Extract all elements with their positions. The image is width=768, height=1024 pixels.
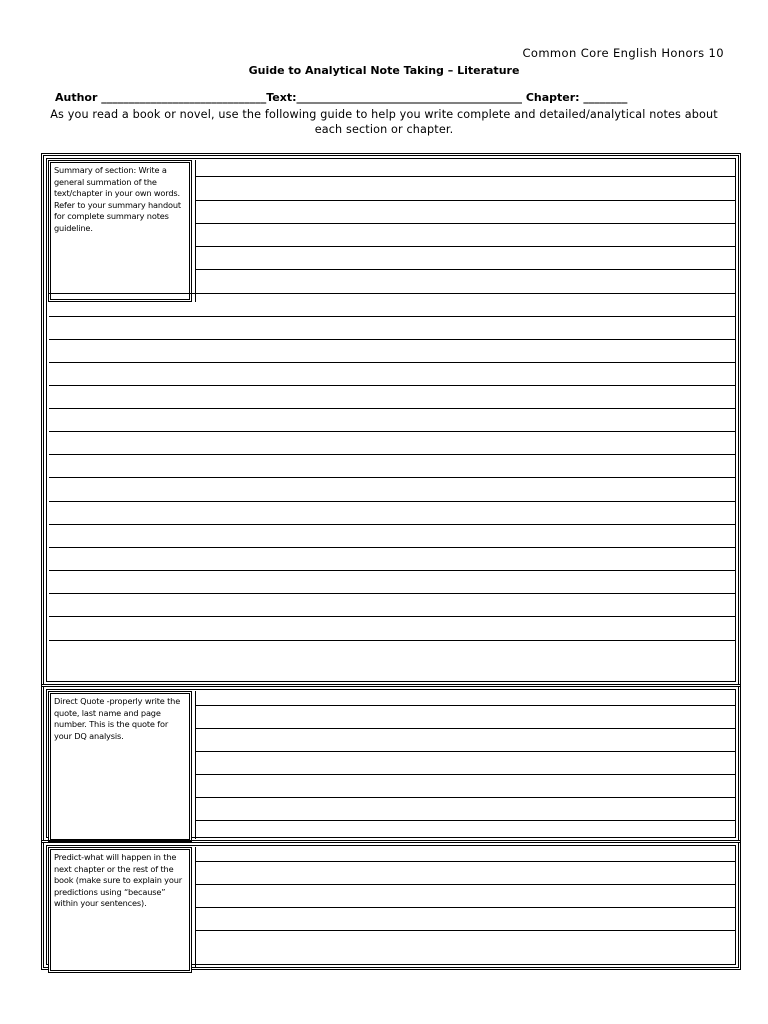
writing-line [49,431,736,432]
column-divider [195,691,196,839]
writing-line [49,616,736,617]
direct-quote-prompt: Direct Quote -properly write the quote, last name and page number. This is the quote for your DQ analysis. [48,691,192,842]
column-divider [195,847,196,967]
writing-line [195,176,736,177]
writing-line [49,339,736,340]
writing-line [195,751,736,752]
summary-prompt: Summary of section: Write a general summation of the text/chapter in your own words. Refer to your summary handout for complete summary notes guideline. [48,160,192,302]
writing-line [49,570,736,571]
writing-line [195,907,736,908]
writing-line [49,640,736,641]
predict-prompt: Predict-what will happen in the next chapter or the rest of the book (make sure to explain your predictions using “because” within your sentences). [48,847,192,973]
writing-line [195,774,736,775]
writing-line [195,246,736,247]
writing-line [49,408,736,409]
writing-line [49,362,736,363]
writing-line [49,501,736,502]
writing-line [195,884,736,885]
writing-line [195,705,736,706]
writing-line [49,454,736,455]
course-title: Common Core English Honors 10 [522,46,724,60]
summary-section [41,153,741,687]
writing-line [49,593,736,594]
writing-line [195,820,736,821]
writing-line [195,930,736,931]
predict-section [41,840,741,970]
author-text-chapter-line[interactable]: Author ______________________________Text:_________________________________________ Chapter: ________ [55,91,628,104]
writing-line [49,524,736,525]
writing-line [195,728,736,729]
guide-title: Guide to Analytical Note Taking – Literature [248,64,520,77]
writing-line [195,797,736,798]
instructions: As you read a book or novel, use the following guide to help you write complete and detailed/analytical notes about each section or chapter. [50,108,718,136]
direct-quote-section [41,684,741,843]
writing-line [195,861,736,862]
writing-line [49,316,736,317]
writing-line [195,200,736,201]
writing-line [195,269,736,270]
writing-line [49,547,736,548]
writing-line [49,293,736,294]
writing-line [195,223,736,224]
column-divider [195,160,196,302]
writing-line [49,385,736,386]
writing-line [49,477,736,478]
